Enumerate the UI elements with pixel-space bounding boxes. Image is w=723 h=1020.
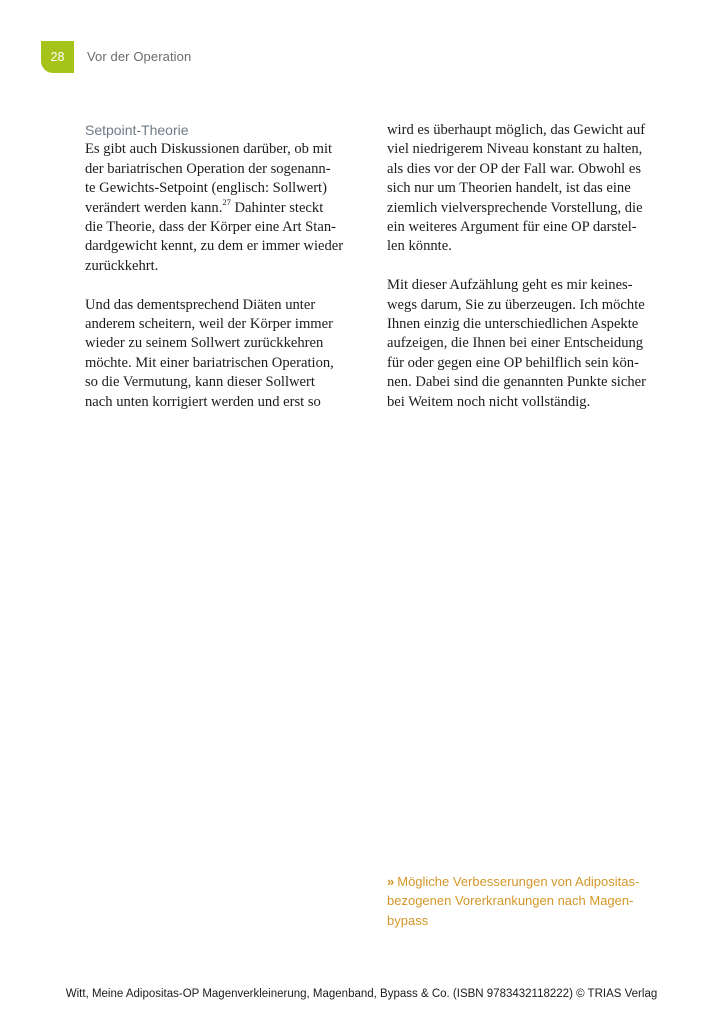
- right-column: [387, 121, 663, 412]
- text-fragment: Dahinter steckt: [230, 199, 324, 216]
- page-number-badge: 28: [41, 41, 74, 73]
- text-line: ein weiteres Argument für eine OP darstel-: [387, 219, 637, 236]
- text-line: wegs darum, Sie zu überzeugen. Ich möchte: [387, 296, 645, 313]
- text-line: aufzeigen, die Ihnen bei einer Entscheidung: [387, 335, 644, 352]
- chapter-title: Vor der Operation: [87, 49, 192, 64]
- left-column: [85, 121, 361, 412]
- right-paragraph-2: [387, 276, 663, 412]
- crossref-line: bezogenen Vorerkrankungen nach Magen-: [387, 893, 634, 909]
- text-line: Mit dieser Aufzählung geht es mir keines-: [387, 277, 633, 294]
- text-line: wieder zu seinem Sollwert zurückkehren: [85, 335, 324, 352]
- text-line: bei Weitem noch nicht vollständig.: [387, 393, 591, 410]
- text-line: viel niedrigerem Niveau konstant zu halten,: [387, 141, 643, 158]
- text-line: nach unten korrigiert werden und erst so: [85, 393, 321, 410]
- right-paragraph-1: [387, 121, 663, 257]
- left-paragraph-1: [85, 140, 361, 276]
- text-line: der bariatrischen Operation der sogenann-: [85, 160, 331, 177]
- text-line: nen. Dabei sind die genannten Punkte sicher: [387, 374, 646, 391]
- text-line: als dies vor der OP der Fall war. Obwohl es: [387, 160, 641, 177]
- text-line: so die Vermutung, kann dieser Sollwert: [85, 374, 315, 391]
- text-fragment: Mögliche Verbesserungen von Adipositas-: [397, 874, 640, 889]
- crossref-line: bypass: [387, 912, 429, 928]
- footer-citation: Witt, Meine Adipositas-OP Magenverkleinerung, Magenband, Bypass & Co. (ISBN 9783432118222) © TRIAS Verlag: [65, 988, 658, 1000]
- text-line: für oder gegen eine OP behilflich sein kön-: [387, 354, 639, 371]
- footnote-marker[interactable]: 27: [222, 196, 231, 207]
- text-line: die Theorie, dass der Körper eine Art Stan-: [85, 219, 336, 236]
- left-paragraph-2: [85, 296, 361, 412]
- text-line: sich nur um Theorien handelt, ist das eine: [387, 180, 631, 197]
- text-line: Ihnen einzig die unterschiedlichen Aspekte: [387, 316, 639, 333]
- text-line: Und das dementsprechend Diäten unter: [85, 296, 316, 313]
- double-arrow-icon: »: [387, 874, 393, 889]
- text-line: ziemlich vielversprechende Vorstellung, die: [387, 199, 643, 216]
- crossref-line: [387, 872, 677, 891]
- text-line-with-footnote: [85, 196, 361, 218]
- text-fragment: verändert werden kann.: [85, 199, 223, 216]
- text-line: Es gibt auch Diskussionen darüber, ob mit: [85, 141, 333, 158]
- text-line: len könnte.: [387, 238, 452, 255]
- text-line: zurückkehrt.: [85, 257, 159, 274]
- text-line: wird es überhaupt möglich, das Gewicht auf: [387, 122, 646, 138]
- text-line: möchte. Mit einer bariatrischen Operation,: [85, 354, 334, 371]
- text-line: dardgewicht kennt, zu dem er immer wieder: [85, 238, 344, 255]
- crossref-link[interactable]: [387, 872, 677, 930]
- text-line: te Gewichts-Setpoint (englisch: Sollwert): [85, 180, 327, 197]
- text-line: anderem scheitern, weil der Körper immer: [85, 316, 333, 333]
- section-heading: Setpoint-Theorie: [85, 122, 189, 138]
